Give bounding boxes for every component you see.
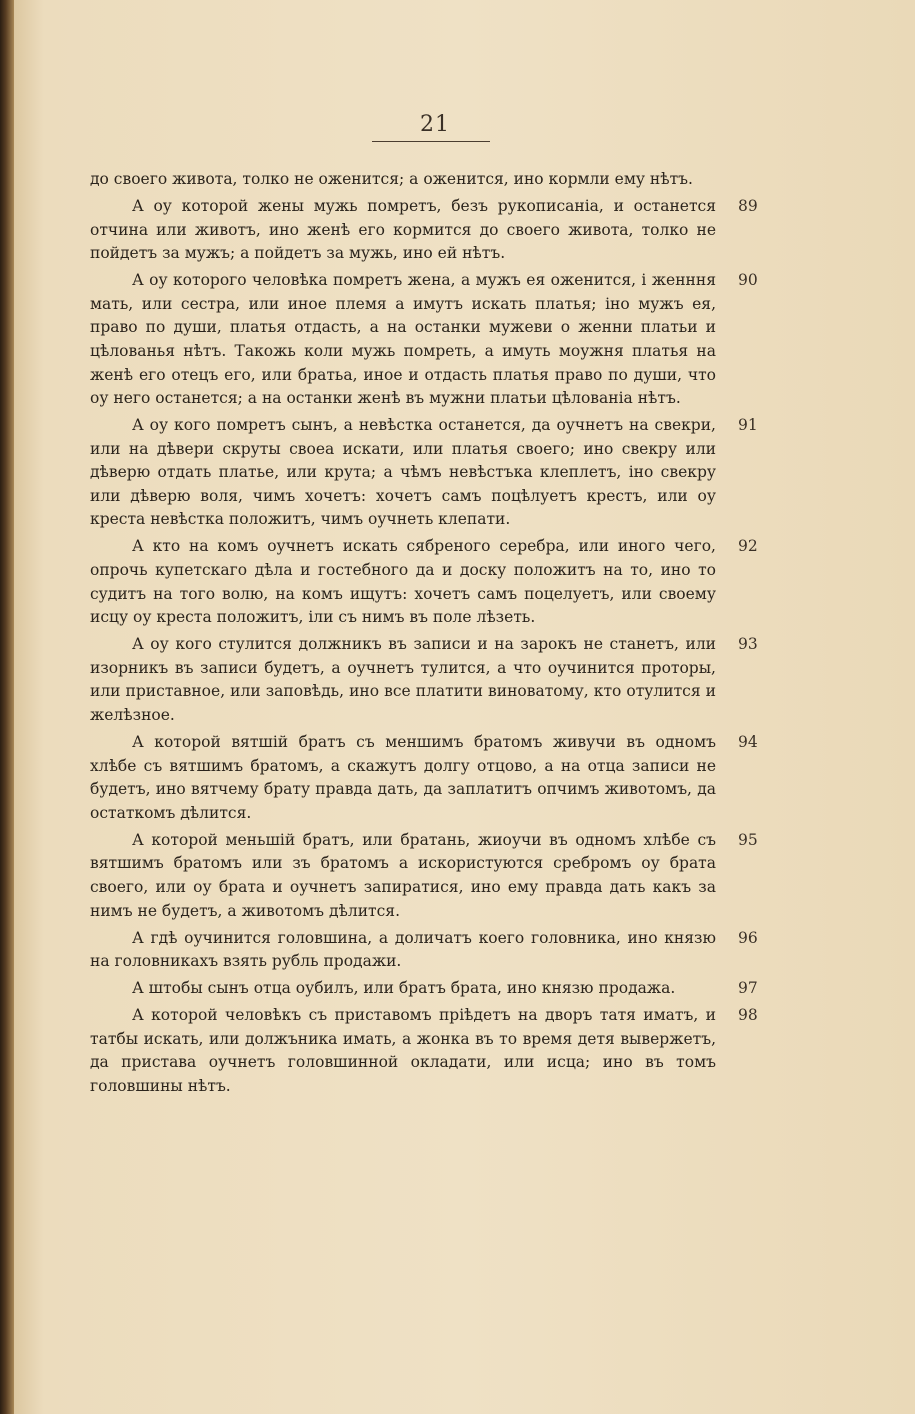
paragraph-text: А штобы сынъ отца оубилъ, или братъ брата, ино князю продажа. — [132, 979, 676, 998]
paragraph-text: А оу кого помретъ сынъ, а невѣстка останется, да оучнетъ на свекри, или на дѣвери скруты своеа искати, или платья своего; ино свекру или дѣверю отдать платье, или крута; а чѣмъ невѣстъка клеплетъ, іно свекру или дѣверю воля, чимъ хочетъ: хочетъ самъ поцѣлуетъ крестъ, или оу креста невѣстка положитъ, чимъ оучнеть клепати. — [90, 416, 716, 529]
paragraph-text: А оу кого стулится должникъ въ записи и на зарокъ не станетъ, или изорникъ въ записи будетъ, а оучнетъ тулится, а что оучинится проторы, или приставное, или заповѣдь, ино все платити виноватому, кто отулится и желѣзное. — [90, 635, 716, 725]
page-number: 21 — [420, 112, 450, 137]
article-number: 93 — [738, 635, 758, 654]
article-number: 96 — [738, 928, 758, 947]
paragraph-text: до своего живота, толко не оженится; а оженится, ино кормли ему нѣтъ. — [90, 170, 693, 188]
article-paragraph — [90, 927, 758, 974]
article-number: 94 — [738, 733, 758, 751]
article-number: 89 — [738, 196, 758, 215]
article-paragraph — [90, 535, 758, 629]
article-paragraph — [90, 829, 758, 923]
book-binding-edge — [0, 0, 14, 1414]
article-number: 91 — [738, 416, 758, 435]
paragraph-text: А которой вятшiй братъ съ меншимъ братомъ живучи въ одномъ хлѣбе съ вятшимъ братомъ, а скажутъ долгу отцово, а на отца записи не будетъ, ино вятчему брату правда дать, да заплатитъ опчимъ животомъ, да остаткомъ дѣлится. — [90, 733, 716, 822]
paragraph-text: А оу которого человѣка помретъ жена, а мужъ ея оженится, і женння мать, или сестра, или иное племя а имутъ искать платья; іно мужъ ея, право по души, платья отдасть, а на останки мужеви о женни платьи и цѣлованья нѣтъ. Такожь коли мужь помреть, а имуть моужня платья на женѣ его отецъ его, или братьа, иное и отдасть платья право по души, что оу него останется; а на останки женѣ въ мужни платьи цѣлованiа нѣтъ. — [90, 271, 716, 408]
article-paragraph — [90, 414, 758, 532]
paragraph-text: А оу которой жены мужь помретъ, безъ рукописанiа, и останется отчина или животъ, ино женѣ его кормится до своего живота, толко не пойдетъ за мужъ; а пойдетъ за мужь, ино ей нѣтъ. — [90, 196, 716, 263]
article-number: 90 — [738, 271, 758, 290]
article-paragraph — [90, 1004, 758, 1098]
paragraph-text: А которой меньшiй братъ, или братань, жиоучи въ одномъ хлѣбе съ вятшимъ братомъ или зъ братомъ а искористуются сребромъ оу брата своего, или оу брата и оучнетъ запиратися, ино ему правда дать какъ за нимъ не будетъ, а животомъ дѣлится. — [90, 830, 716, 920]
paragraph-text: А которой человѣкъ съ приставомъ прiѣдетъ на дворъ татя иматъ, и татбы искать, или должъника имать, а жонка въ то время детя вывержетъ, да пристава оучнетъ головшинной окладати, или исца; ино въ томъ головшины нѣтъ. — [90, 1006, 716, 1095]
article-paragraph — [90, 731, 758, 825]
article-number: 95 — [738, 830, 758, 849]
article-number: 98 — [738, 1006, 758, 1025]
article-paragraph — [90, 269, 758, 411]
paragraph — [90, 168, 716, 192]
article-number: 92 — [738, 537, 758, 556]
article-paragraph — [90, 977, 758, 1001]
article-paragraph — [90, 195, 758, 266]
paragraph-text: А гдѣ оучинится головшина, а доличатъ коего головника, ино князю на головникахъ взять рубль продажи. — [90, 928, 716, 971]
page-body — [90, 168, 758, 1102]
header-rule — [372, 141, 490, 142]
paragraph-text: А кто на комъ оучнетъ искать сябреного серебра, или иного чего, опрочь купетскаго дѣла и гостебного да и доску положитъ на то, ино то судитъ на того волю, на комъ ищутъ: хочетъ самъ поцелуетъ, или своему исцу оу креста положитъ, іли съ нимъ въ поле лѣзеть. — [90, 537, 716, 627]
article-paragraph — [90, 633, 758, 727]
article-number: 97 — [738, 979, 758, 998]
